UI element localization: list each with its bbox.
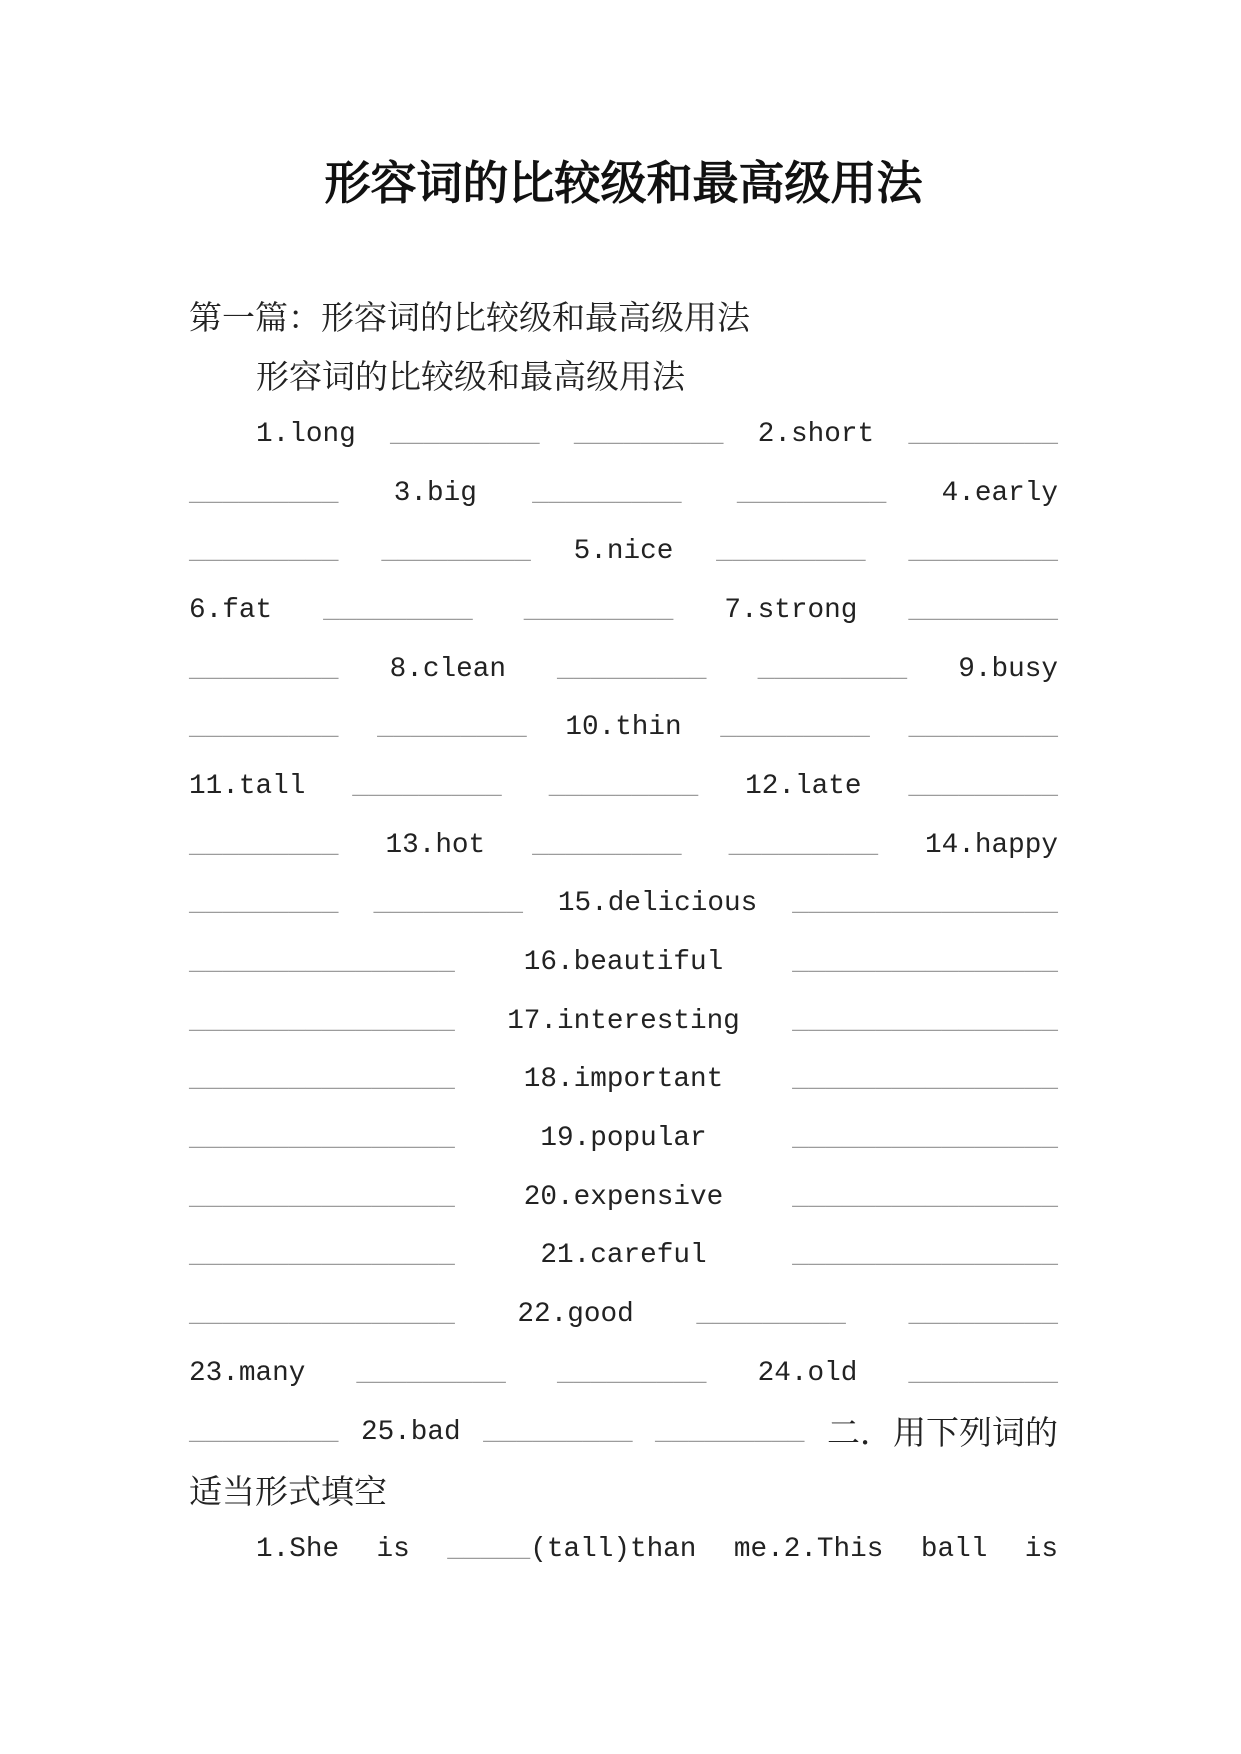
answer-blank: _________ bbox=[557, 1357, 707, 1389]
answer-blank: _________ bbox=[189, 536, 339, 568]
text-line bbox=[189, 1110, 1058, 1169]
answer-blank: ________________ bbox=[792, 1240, 1058, 1272]
text-line bbox=[189, 464, 1058, 523]
adjective-item: 19.popular bbox=[540, 1123, 707, 1155]
sentence-word: (tall)than bbox=[530, 1533, 697, 1565]
answer-blank: _________ bbox=[908, 594, 1058, 626]
text-line bbox=[189, 1227, 1058, 1286]
answer-blank: _________ bbox=[377, 712, 527, 744]
document-title: 形容词的比较级和最高级用法 bbox=[324, 156, 923, 210]
answer-blank: _________ bbox=[573, 418, 724, 450]
adjective-item: 18.important bbox=[523, 1064, 724, 1096]
text-line bbox=[189, 816, 1058, 875]
answer-blank: _________ bbox=[557, 653, 707, 685]
adjective-item: 12.late bbox=[745, 770, 862, 802]
answer-blank: _________ bbox=[696, 1299, 846, 1331]
answer-blank: _________ bbox=[189, 829, 339, 861]
exercise-two-heading-continued: 适当形式填空 bbox=[189, 1471, 387, 1511]
adjective-item: 14.happy bbox=[925, 829, 1058, 861]
answer-blank: ________________ bbox=[792, 1181, 1058, 1213]
answer-blank: ________________ bbox=[189, 1064, 455, 1096]
text-line bbox=[189, 523, 1058, 582]
answer-blank: _________ bbox=[548, 770, 699, 802]
answer-blank: ________________ bbox=[792, 1123, 1058, 1155]
answer-blank: _________ bbox=[757, 653, 908, 685]
answer-blank: _________ bbox=[352, 770, 502, 802]
answer-blank: _________ bbox=[908, 770, 1058, 802]
adjective-item: 8.clean bbox=[389, 653, 506, 685]
answer-blank: _________ bbox=[189, 477, 339, 509]
text-line bbox=[189, 934, 1058, 993]
adjective-item: 5.nice bbox=[573, 536, 674, 568]
answer-blank: ________________ bbox=[189, 1299, 455, 1331]
answer-blank: _________ bbox=[189, 712, 339, 744]
text-line bbox=[189, 288, 1058, 347]
adjective-item: 16.beautiful bbox=[523, 947, 724, 979]
text-line bbox=[189, 1520, 1058, 1579]
text-line bbox=[189, 758, 1058, 817]
adjective-item: 9.busy bbox=[958, 653, 1058, 685]
adjective-item: 11.tall bbox=[189, 770, 306, 802]
answer-blank: ________________ bbox=[189, 1005, 455, 1037]
answer-blank: _________ bbox=[390, 418, 540, 450]
text-line bbox=[189, 1344, 1058, 1403]
text-line bbox=[189, 405, 1058, 464]
answer-blank: _________ bbox=[720, 712, 870, 744]
adjective-item: 17.interesting bbox=[507, 1005, 740, 1037]
text-line bbox=[189, 1286, 1058, 1345]
answer-blank: ________________ bbox=[792, 947, 1058, 979]
text-line bbox=[189, 1051, 1058, 1110]
text-line bbox=[189, 699, 1058, 758]
subheading: 形容词的比较级和最高级用法 bbox=[256, 356, 685, 396]
answer-blank: ________________ bbox=[189, 1123, 455, 1155]
answer-blank: _________ bbox=[728, 829, 879, 861]
adjective-item: 2.short bbox=[757, 418, 875, 450]
adjective-item: 1.long bbox=[256, 418, 356, 450]
answer-blank: _________ bbox=[189, 653, 339, 685]
adjective-item: 4.early bbox=[941, 477, 1058, 509]
adjective-item: 20.expensive bbox=[523, 1181, 724, 1213]
answer-blank: _________ bbox=[908, 712, 1058, 744]
answer-blank: _________ bbox=[908, 1299, 1058, 1331]
text-line bbox=[189, 1168, 1058, 1227]
adjective-item: 21.careful bbox=[540, 1240, 707, 1272]
answer-blank: ________________ bbox=[792, 888, 1058, 920]
adjective-item: 3.big bbox=[393, 477, 477, 509]
answer-blank: _________ bbox=[523, 594, 674, 626]
sentence-word: is bbox=[376, 1533, 410, 1565]
text-line bbox=[189, 875, 1058, 934]
adjective-item: 6.fat bbox=[189, 594, 273, 626]
document-body bbox=[189, 288, 1058, 1579]
adjective-item: 10.thin bbox=[565, 712, 682, 744]
text-line bbox=[189, 640, 1058, 699]
adjective-item: 15.delicious bbox=[557, 888, 758, 920]
text-line bbox=[189, 992, 1058, 1051]
answer-blank: _________ bbox=[908, 1357, 1058, 1389]
answer-blank: _________ bbox=[532, 477, 682, 509]
fill-in-word bbox=[447, 1533, 697, 1565]
answer-blank: ________________ bbox=[189, 1181, 455, 1213]
answer-blank: _________ bbox=[356, 1357, 506, 1389]
adjective-item: 13.hot bbox=[385, 829, 486, 861]
answer-blank: _____ bbox=[447, 1533, 531, 1565]
text-line bbox=[189, 1462, 1058, 1521]
answer-blank: _________ bbox=[323, 594, 473, 626]
answer-blank: ________________ bbox=[792, 1064, 1058, 1096]
answer-blank: _________ bbox=[736, 477, 887, 509]
answer-blank: ________________ bbox=[792, 1005, 1058, 1037]
answer-blank: _________ bbox=[532, 829, 682, 861]
adjective-item: 25.bad bbox=[360, 1416, 461, 1448]
sentence-word: 1.She bbox=[256, 1533, 340, 1565]
answer-blank: _________ bbox=[381, 536, 531, 568]
adjective-item: 24.old bbox=[757, 1357, 858, 1389]
answer-blank: ________________ bbox=[189, 1240, 455, 1272]
answer-blank: _________ bbox=[373, 888, 523, 920]
answer-blank: _________ bbox=[716, 536, 866, 568]
answer-blank: _________ bbox=[908, 418, 1058, 450]
sentence-word: is bbox=[1024, 1533, 1058, 1565]
answer-blank: _________ bbox=[908, 536, 1058, 568]
sentence-word: me.2.This bbox=[733, 1533, 884, 1565]
answer-blank: _________ bbox=[189, 1416, 339, 1448]
text-line bbox=[189, 1403, 1058, 1462]
answer-blank: _________ bbox=[189, 888, 339, 920]
answer-blank: ________________ bbox=[189, 947, 455, 979]
answer-blank: _________ bbox=[655, 1416, 805, 1448]
section-heading: 第一篇：形容词的比较级和最高级用法 bbox=[189, 297, 750, 337]
adjective-item: 7.strong bbox=[724, 594, 858, 626]
exercise-two-heading: 二．用下列词的 bbox=[826, 1412, 1058, 1452]
adjective-item: 23.many bbox=[189, 1357, 306, 1389]
answer-blank: _________ bbox=[483, 1416, 633, 1448]
text-line bbox=[189, 347, 1058, 406]
sentence-word: ball bbox=[920, 1533, 988, 1565]
text-line bbox=[189, 581, 1058, 640]
adjective-item: 22.good bbox=[517, 1299, 634, 1331]
